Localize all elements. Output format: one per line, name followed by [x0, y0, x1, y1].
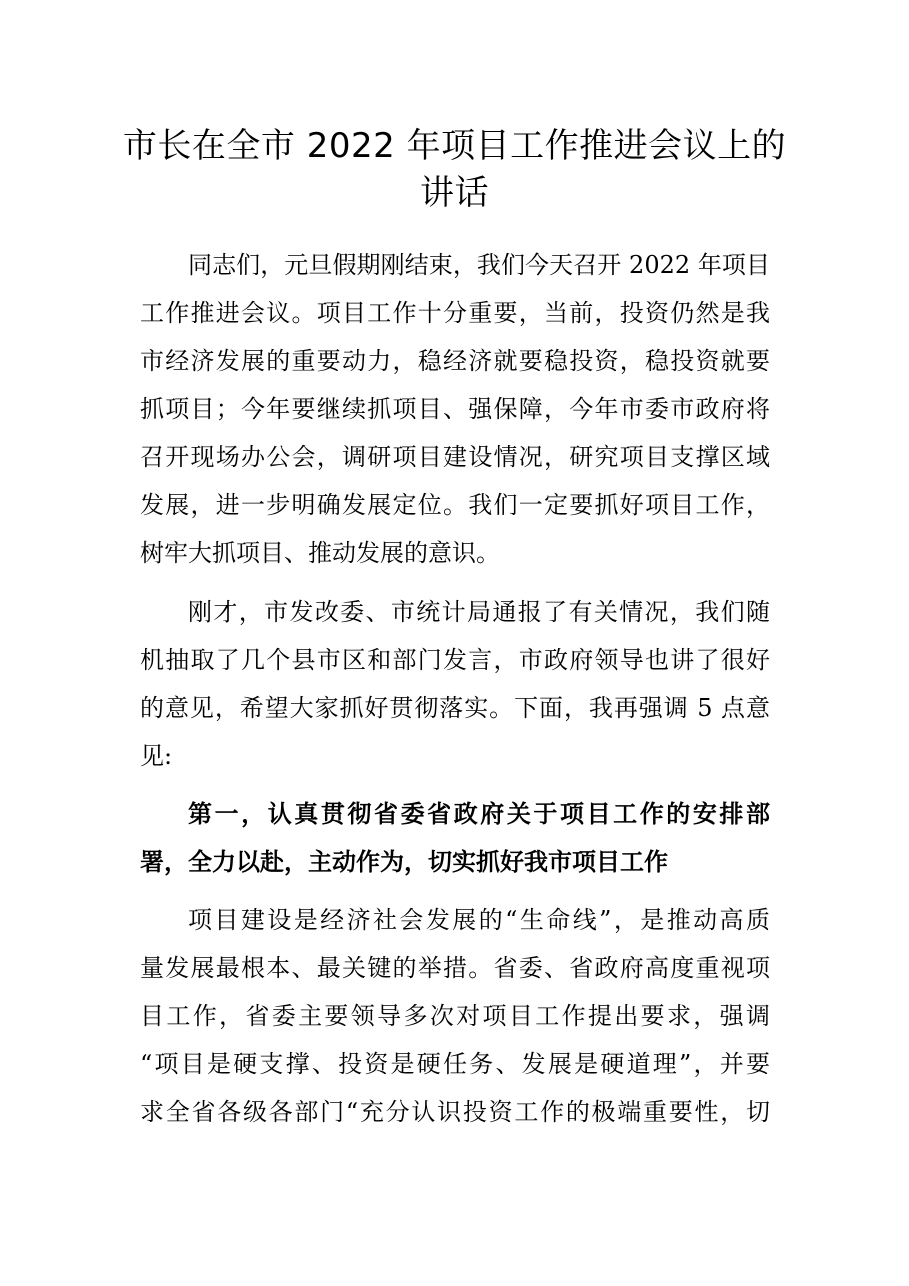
paragraph-3-line-5: 求全省各级各部门“充分认识投资工作的极端重要性，切	[140, 1098, 770, 1126]
paragraph-2-line-4: 见:	[140, 742, 173, 770]
paragraph-1-line-5: 召开现场办公会，调研项目建设情况，研究项目支撑区域	[140, 443, 770, 471]
paragraph-1-line-6: 发展，进一步明确发展定位。我们一定要抓好项目工作，	[140, 491, 770, 519]
paragraph-1-line-7: 树牢大抓项目、推动发展的意识。	[140, 539, 500, 567]
paragraph-2-line-1: 刚才，市发改委、市统计局通报了有关情况，我们随	[188, 598, 770, 626]
paragraph-1-line-2: 工作推进会议。项目工作十分重要，当前，投资仍然是我	[140, 299, 770, 327]
paragraph-1-line-3: 市经济发展的重要动力，稳经济就要稳投资，稳投资就要	[140, 347, 770, 375]
paragraph-3-line-2: 量发展最根本、最关键的举措。省委、省政府高度重视项	[140, 954, 770, 982]
document-title-line-1: 市长在全市 2022 年项目工作推进会议上的	[122, 126, 787, 166]
paragraph-3-line-1: 项目建设是经济社会发展的“生命线”，是推动高质	[188, 906, 770, 934]
section-heading-line-2: 署，全力以赴，主动作为，切实抓好我市项目工作	[140, 848, 668, 876]
paragraph-2-line-2: 机抽取了几个县市区和部门发言，市政府领导也讲了很好	[140, 646, 770, 674]
paragraph-1-line-1: 同志们，元旦假期刚结束，我们今天召开 2022 年项目	[188, 251, 770, 279]
paragraph-1-line-4: 抓项目；今年要继续抓项目、强保障，今年市委市政府将	[140, 395, 770, 423]
paragraph-3-line-4: “项目是硬支撑、投资是硬任务、发展是硬道理”，并要	[140, 1050, 770, 1078]
document-title-line-2: 讲话	[420, 173, 489, 213]
paragraph-2-line-3: 的意见，希望大家抓好贯彻落实。下面，我再强调 5 点意	[140, 694, 770, 722]
section-heading-line-1: 第一，认真贯彻省委省政府关于项目工作的安排部	[188, 800, 770, 828]
paragraph-3-line-3: 目工作，省委主要领导多次对项目工作提出要求，强调	[140, 1002, 770, 1030]
